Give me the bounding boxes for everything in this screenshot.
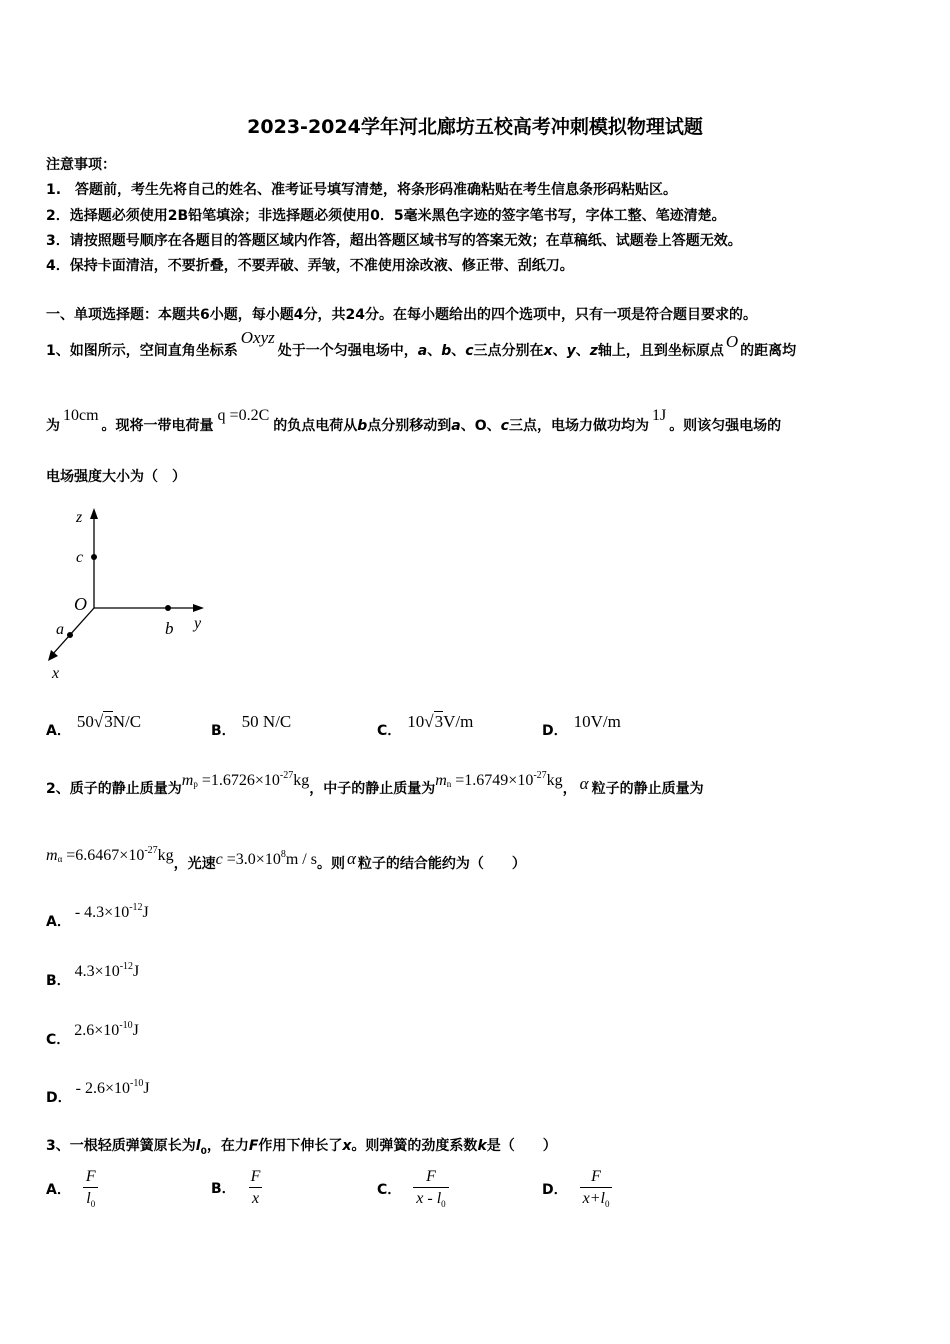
fraction: $\frac{F}{x - l_0}$	[413, 1168, 448, 1209]
notice-heading: 注意事项：	[46, 157, 116, 173]
q3-option-c[interactable]: C． $\frac{F}{x - l_0}$	[377, 1168, 449, 1209]
label-b: b	[165, 619, 174, 638]
fraction: $\frac{F}{l_0}$	[83, 1168, 99, 1209]
q2-line-2: $m_\alpha =6.6467\times 10^{-27}kg$，光速$c =3.0\times 10^8m / s$。则 α 粒子的结合能约为（ ）	[46, 845, 526, 872]
q1-option-c[interactable]: C． 10√3V/m	[377, 712, 474, 739]
q3-stem: 3、一根轻质弹簧原长为$l_0$，在力F作用下伸长了x。则弹簧的劲度系数k是（ ）	[46, 1138, 557, 1157]
q3-option-a[interactable]: A． $\frac{F}{l_0}$	[46, 1168, 99, 1209]
q2-option-d[interactable]: D．- $2.6\times 10^{-10}J$	[46, 1078, 150, 1106]
q1-charge: q =0.2C	[217, 407, 270, 424]
notice-item-1: 1. 答题前，考生先将自己的姓名、准考证号填写清楚，将条形码准确粘贴在考生信息条形码粘贴区。	[46, 182, 678, 198]
q3-option-d[interactable]: D． $\frac{F}{x+l_0}$	[542, 1168, 612, 1209]
q1-option-b[interactable]: B． 50 N/C	[211, 712, 292, 739]
q1-line-3: 电场强度大小为（ ）	[46, 469, 186, 485]
point-a	[67, 632, 73, 638]
q1-origin: O	[725, 332, 739, 351]
page-title: 2023-2024学年河北廊坊五校高考冲刺模拟物理试题	[247, 116, 703, 138]
q1-text: 处于一个匀强电场中，	[277, 343, 418, 359]
q1-line-2: 为10cm。现将一带电荷量q =0.2C的负点电荷从b点分别移动到a、O、c三点，电场力做功均为1J。则该匀强电场的	[46, 407, 782, 434]
q2-alpha-mass: $m_\alpha =6.6467\times 10^{-27}kg$	[46, 845, 174, 864]
label-a: a	[56, 621, 64, 638]
q1-work: 1J	[651, 407, 667, 424]
notice-item-3: 3．请按照题号顺序在各题目的答题区域内作答，超出答题区域书写的答案无效；在草稿纸、试题卷上答题无效。	[46, 233, 742, 249]
label-c: c	[76, 549, 84, 566]
q1-line-1: 1、如图所示，空间直角坐标系Oxyz处于一个匀强电场中，a、b、c三点分别在x、y、z轴上，且到坐标原点 O 的距离均	[46, 328, 797, 359]
coordinate-diagram	[40, 500, 220, 685]
q3-option-b[interactable]: B． $\frac{F}{x}$	[211, 1168, 263, 1208]
label-y: y	[194, 615, 202, 632]
q2-neutron-mass: $m_n =1.6749\times 10^{-27}kg$	[435, 770, 563, 789]
q2-line-1: 2、质子的静止质量为$m_p =1.6726\times 10^{-27}kg$，中子的静止质量为$m_n =1.6749\times 10^{-27}kg$， α 粒子的静止质量为	[46, 770, 704, 797]
q1-text: 1、如图所示，空间直角坐标系	[46, 343, 238, 359]
q2-option-b[interactable]: B．$4.3\times 10^{-12}J$	[46, 961, 140, 989]
q2-option-c[interactable]: C．$2.6\times 10^{-10}J$	[46, 1020, 139, 1048]
q1-coordinate-system: Oxyz	[240, 328, 275, 347]
q1-option-d[interactable]: D． 10V/m	[542, 712, 621, 739]
section-heading: 一、单项选择题：本题共6小题，每小题4分，共24分。在每小题给出的四个选项中，只有一项是符合题目要求的。	[46, 307, 757, 323]
q2-proton-mass: $m_p =1.6726\times 10^{-27}kg$	[181, 770, 310, 789]
q2-option-a[interactable]: A．- $4.3\times 10^{-12}J$	[46, 902, 149, 930]
label-x: x	[52, 665, 60, 682]
fraction: $\frac{F}{x}$	[250, 1168, 261, 1207]
notice-item-2: 2．选择题必须使用2B铅笔填涂；非选择题必须使用0．5毫米黑色字迹的签字笔书写，字体工整、笔迹清楚。	[46, 208, 726, 224]
label-z: z	[76, 509, 83, 526]
point-b	[165, 605, 171, 611]
q1-option-a[interactable]: A． 50√3N/C	[46, 712, 142, 739]
label-o: O	[74, 594, 87, 614]
q2-light-speed: $c =3.0\times 10^8m / s$	[215, 849, 317, 868]
y-arrow-icon	[193, 604, 204, 612]
q1-distance: 10cm	[63, 407, 99, 424]
point-c	[91, 554, 97, 560]
x-arrow-icon	[48, 650, 58, 661]
fraction: $\frac{F}{x+l_0}$	[580, 1168, 613, 1209]
notice-item-4: 4．保持卡面清洁，不要折叠，不要弄破、弄皱，不准使用涂改液、修正带、刮纸刀。	[46, 258, 574, 274]
z-arrow-icon	[90, 508, 98, 519]
